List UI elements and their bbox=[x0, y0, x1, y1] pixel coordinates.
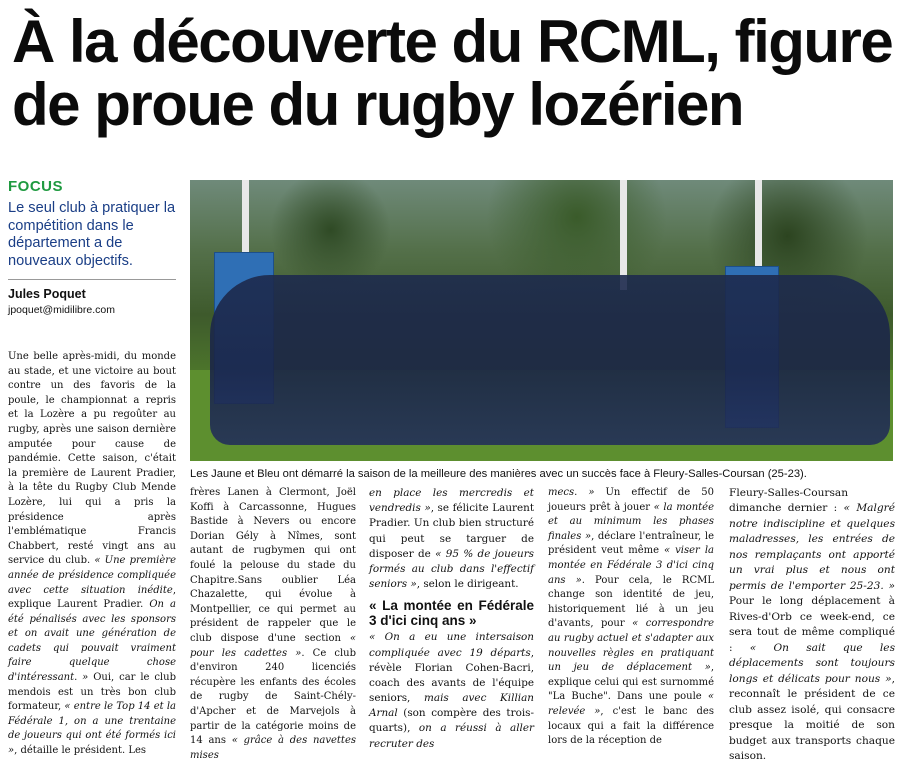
text-run: , explique celui qui est surnommé "La Buche". Dans une poule bbox=[548, 662, 714, 703]
photo-goalpost bbox=[620, 180, 627, 290]
quote-run: « correspondre au rugby actuel et s'adapter aux nouvelles règles en pratiquant un jeu de déplacement » bbox=[548, 618, 714, 674]
article-column-3 bbox=[369, 486, 534, 752]
quote-run: « Malgré notre indiscipline et quelques maladresses, les entrées de nos remplaçants ont apporté un vrai plus et nous ont permis de l'emporter 25-23. » bbox=[729, 502, 896, 592]
text-run: Un effectif de 50 joueurs prêt à jouer bbox=[548, 487, 714, 513]
team-photo bbox=[190, 180, 893, 461]
photo-team-group bbox=[210, 275, 890, 445]
quote-run: « On sait que les déplacements sont toujours longs et délicats pour nous » bbox=[729, 641, 896, 685]
text-run: , c'est le banc des locaux qui a fait la différence lors de la réception de bbox=[548, 705, 714, 747]
text-run: , déclare l'entraîneur, le président veut même bbox=[548, 530, 714, 557]
headline-line-2: de proue du rugby lozérien bbox=[12, 71, 744, 138]
text-run: Sans oublier Léa Chazalette, qui évolue à Montpellier, ce qui permet au président de rappeler que le club dispose d'une section bbox=[190, 574, 356, 644]
headline bbox=[12, 10, 892, 136]
text-run: , révèle Florian Cohen-Bacri, coach des avants de l'équipe seniors, bbox=[369, 646, 534, 705]
text-run: Fleury-Salles-Coursan dimanche dernier : bbox=[729, 487, 849, 515]
text-run: . Pour cela, le RCML change son identité de jeu, historiquement lié à un jeu d'avants, pour bbox=[548, 574, 714, 630]
text-run: , explique Laurent Pradier. bbox=[8, 584, 176, 611]
quote-run: « On a eu une intersaison compliquée avec 19 départs bbox=[369, 631, 534, 659]
quote-run: on a réussi à aller recruter des bbox=[369, 722, 534, 750]
text-run: Une belle après-midi, du monde au stade, et une victoire au bout contre un des favoris de la poule, le championnat a repris et la Lozère a pu regoûter au rugby, après une saison dernière amputée pour cause de pandémie. Cette saison, c'était la première de Laurent Pradier, à la tête du Rugby Club Mende Lozère, lui qui a pris la présidence après l'emblématique Francis Chabbert, resté vingt ans au service du club. bbox=[8, 351, 176, 567]
kicker: FOCUS bbox=[8, 178, 63, 195]
quote-run: en place les mercredis et vendredis » bbox=[369, 487, 534, 515]
quote-run: « pour les cadettes » bbox=[190, 632, 356, 659]
quote-run: mecs. » bbox=[548, 487, 595, 498]
text-run: Oui, car le club mendois est un très bon club formateur, bbox=[8, 672, 176, 713]
article-paragraph bbox=[8, 350, 176, 759]
text-run: Pour le long déplacement à Rives-d'Orb ce week-end, ce sera tout de même compliqué : bbox=[729, 595, 895, 654]
sidebar bbox=[8, 178, 180, 316]
article-paragraph bbox=[548, 486, 714, 749]
quote-run: On a été pénalisés avec les sponsors et on avait une génération de cadets qui pouvait vraiment faire quelque chose d'intéressant. » bbox=[8, 599, 177, 684]
quote-run: « la montée et au minimum les phases finales » bbox=[548, 501, 714, 542]
article-paragraph bbox=[369, 486, 534, 592]
article-paragraph bbox=[190, 486, 356, 763]
text-run: , se félicite Laurent Pradier. Un club bien structuré qui peut se targuer de disposer de bbox=[369, 502, 535, 560]
text-run: , reconnaît le président de ce club assez isolé, qui consacre presque la moitié de son budget aux transports chaque saison. bbox=[729, 672, 895, 762]
quote-run: « 95 % de joueurs formés au club dans l'effectif seniors » bbox=[369, 547, 534, 591]
headline-line-1: À la découverte du RCML, figure bbox=[12, 8, 893, 75]
text-run: frères Lanen à Clermont, Joël Koffi à Carcassonne, Hugues Bastide à Nevers ou encore Dorian Gély à Nîmes, sont autant de rugbymen qui ont foulé la pelouse du stade du Chapitre. bbox=[190, 487, 356, 586]
author-name: Jules Poquet bbox=[8, 287, 86, 301]
text-run: , détaille le président. Les bbox=[14, 745, 147, 757]
quote-run: « Une première année de présidence compliquée avec cette situation inédite bbox=[8, 555, 176, 596]
text-run: . Ce club d'environ 240 licenciés récupère les enfants des écoles de rugby de Saint-Chély-d'Apcher et de Marvejols à partir de la catégorie moins de 14 ans bbox=[190, 647, 356, 747]
quote-run: « entre le Top 14 et la Fédérale 1, on a une trentaine de joueurs qui ont été formés ici » bbox=[8, 701, 176, 757]
author-email: jpoquet@midilibre.com bbox=[8, 304, 115, 316]
article-paragraph bbox=[729, 486, 895, 764]
article-column-4 bbox=[548, 486, 714, 749]
quote-run: « grâce à des navettes mises bbox=[190, 735, 357, 761]
article-column-5 bbox=[729, 486, 895, 764]
divider bbox=[8, 279, 176, 280]
article-column-2 bbox=[190, 486, 356, 763]
text-run: (son compère des trois-quarts), bbox=[369, 707, 534, 735]
subheading: « La montée en Fédérale 3 d'ici cinq ans » bbox=[369, 598, 534, 629]
quote-run: « relevée » bbox=[548, 691, 714, 717]
article-column-1 bbox=[8, 350, 176, 759]
photo-caption: Les Jaune et Bleu ont démarré la saison de la meilleure des manières avec un succès face à Fleury-Salles-Coursan (25-23). bbox=[190, 468, 807, 480]
text-run: , selon le dirigeant. bbox=[416, 578, 519, 591]
article-paragraph bbox=[369, 630, 534, 752]
quote-run: mais avec Killian Arnal bbox=[369, 692, 534, 720]
standfirst: Le seul club à pratiquer la compétition dans le département a de nouveaux objectifs. bbox=[8, 200, 176, 269]
quote-run: « viser la montée en Fédérale 3 d'ici cinq ans » bbox=[548, 545, 714, 586]
